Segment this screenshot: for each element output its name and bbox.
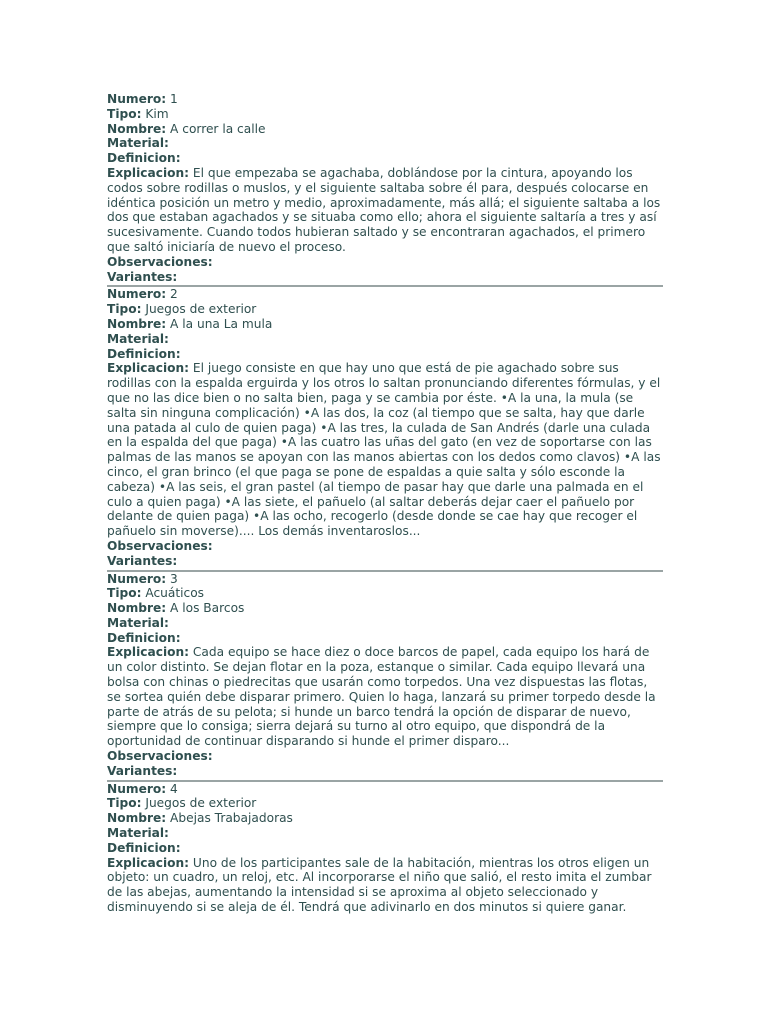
numero-label: Numero: bbox=[107, 781, 167, 796]
tipo-label: Tipo: bbox=[107, 796, 142, 811]
tipo-label: Tipo: bbox=[107, 106, 142, 121]
variantes-line bbox=[107, 270, 663, 285]
observaciones-label: Observaciones: bbox=[107, 254, 213, 269]
observaciones-label: Observaciones: bbox=[107, 538, 213, 553]
game-entry bbox=[107, 287, 663, 571]
game-entry bbox=[107, 572, 663, 782]
nombre-label: Nombre: bbox=[107, 316, 167, 331]
variantes-label: Variantes: bbox=[107, 553, 178, 568]
material-label: Material: bbox=[107, 331, 169, 346]
explicacion-value: El que empezaba se agachaba, doblándose por la cintura, apoyando los codos sobre rodillas o muslos, y el siguiente saltaba sobre él para, después colocarse en idéntica posición un metro y medio, aproximadamente, más allá; el siguiente saltaba a los dos que estaban agachados y se situaba como ello; ahora el siguiente saltaría a tres y así sucesivamente. Cuando todos hubieran saltado y se encontraran agachados, el primero que saltó iniciaría de nuevo el proceso. bbox=[107, 165, 661, 254]
tipo-label: Tipo: bbox=[107, 586, 142, 601]
definicion-line bbox=[107, 151, 663, 166]
material-label: Material: bbox=[107, 136, 169, 151]
nombre-value: A correr la calle bbox=[170, 121, 266, 136]
nombre-line bbox=[107, 601, 663, 616]
numero-label: Numero: bbox=[107, 287, 167, 302]
numero-label: Numero: bbox=[107, 571, 167, 586]
nombre-label: Nombre: bbox=[107, 121, 167, 136]
numero-line bbox=[107, 287, 663, 302]
nombre-line bbox=[107, 811, 663, 826]
variantes-label: Variantes: bbox=[107, 269, 178, 284]
tipo-value: Juegos de exterior bbox=[145, 796, 257, 811]
material-label: Material: bbox=[107, 826, 169, 841]
numero-label: Numero: bbox=[107, 92, 167, 106]
nombre-label: Nombre: bbox=[107, 601, 167, 616]
observaciones-line bbox=[107, 255, 663, 270]
nombre-line bbox=[107, 122, 663, 137]
definicion-label: Definicion: bbox=[107, 840, 181, 855]
numero-value: 1 bbox=[169, 92, 178, 106]
explicacion-label: Explicacion: bbox=[107, 165, 190, 180]
numero-line bbox=[107, 572, 663, 587]
document bbox=[107, 92, 663, 915]
observaciones-label: Observaciones: bbox=[107, 749, 213, 764]
explicacion-line bbox=[107, 856, 663, 915]
numero-value: 4 bbox=[169, 781, 178, 796]
game-entry bbox=[107, 782, 663, 915]
definicion-line bbox=[107, 347, 663, 362]
definicion-line bbox=[107, 841, 663, 856]
material-label: Material: bbox=[107, 615, 169, 630]
definicion-line bbox=[107, 631, 663, 646]
material-line bbox=[107, 616, 663, 631]
tipo-value: Juegos de exterior bbox=[145, 302, 257, 317]
explicacion-line bbox=[107, 166, 663, 255]
tipo-line bbox=[107, 796, 663, 811]
variantes-line bbox=[107, 554, 663, 569]
material-line bbox=[107, 136, 663, 151]
tipo-line bbox=[107, 302, 663, 317]
material-line bbox=[107, 826, 663, 841]
nombre-label: Nombre: bbox=[107, 811, 167, 826]
observaciones-line bbox=[107, 539, 663, 554]
definicion-label: Definicion: bbox=[107, 346, 181, 361]
nombre-value: A la una La mula bbox=[170, 316, 273, 331]
numero-line bbox=[107, 782, 663, 797]
explicacion-value: Cada equipo se hace diez o doce barcos de papel, cada equipo los hará de un color distinto. Se dejan flotar en la poza, estanque o similar. Cada equipo llevará una bolsa con chinas o piedrecitas que usarán como torpedos. Una vez dispuestas las flotas, se sortea quién debe disparar primero. Quien lo haga, lanzará su primer torpedo desde la parte de atrás de su pelota; si hunde un barco tendrá la opción de disparar de nuevo, siempre que lo consiga; sierra dejará su turno al otro equipo, que dispondrá de la oportunidad de continuar disparando si hunde el primer disparo... bbox=[107, 645, 656, 749]
tipo-label: Tipo: bbox=[107, 302, 142, 317]
nombre-value: A los Barcos bbox=[170, 601, 245, 616]
explicacion-line bbox=[107, 361, 663, 539]
numero-value: 2 bbox=[169, 287, 178, 302]
tipo-line bbox=[107, 107, 663, 122]
nombre-value: Abejas Trabajadoras bbox=[170, 811, 293, 826]
observaciones-line bbox=[107, 749, 663, 764]
explicacion-label: Explicacion: bbox=[107, 855, 190, 870]
explicacion-value: Uno de los participantes sale de la habitación, mientras los otros eligen un objeto: un cuadro, un reloj, etc. Al incorporarse el niño que salió, el resto imita el zumbar de las abejas, aumentando la intensidad si se aproxima al objeto seleccionado y disminuyendo si se aleja de él. Tendrá que adivinarlo en dos minutos si quiere ganar. bbox=[107, 855, 652, 915]
variantes-line bbox=[107, 764, 663, 779]
tipo-value: Acuáticos bbox=[145, 586, 205, 601]
explicacion-label: Explicacion: bbox=[107, 645, 190, 660]
definicion-label: Definicion: bbox=[107, 630, 181, 645]
definicion-label: Definicion: bbox=[107, 151, 181, 166]
nombre-line bbox=[107, 317, 663, 332]
tipo-line bbox=[107, 586, 663, 601]
numero-line bbox=[107, 92, 663, 107]
numero-value: 3 bbox=[169, 571, 178, 586]
game-entry bbox=[107, 92, 663, 287]
explicacion-label: Explicacion: bbox=[107, 361, 190, 376]
explicacion-value: El juego consiste en que hay uno que está de pie agachado sobre sus rodillas con la espalda erguirda y los otros lo saltan pronunciando diferentes fórmulas, y el que no las dice bien o no salta bien, paga y se cambia por éste. •A la una, la mula (se salta sin ninguna complicación) •A las dos, la coz (al tiempo que se salta, hay que darle una patada al culo de quien paga) •A las tres, la culada de San Andrés (darle una culada en la espalda del que paga) •A las cuatro las uñas del gato (en vez de soportarse con las palmas de las manos se apoyan con las manos abiertas con los dedos como clavos) •A las cinco, el gran brinco (el que paga se pone de espaldas a quie salta y sólo esconde la cabeza) •A las seis, el gran pastel (al tiempo de pasar hay que darle una palmada en el culo a quien paga) •A las siete, el pañuelo (al saltar deberás dejar caer el pañuelo por delante de quien paga) •A las ocho, recogerlo (desde donde se cae hay que recoger el pañuelo sin moverse).... Los demás inventaroslos... bbox=[107, 361, 661, 539]
explicacion-line bbox=[107, 645, 663, 749]
variantes-label: Variantes: bbox=[107, 763, 178, 778]
tipo-value: Kim bbox=[145, 106, 169, 121]
material-line bbox=[107, 332, 663, 347]
